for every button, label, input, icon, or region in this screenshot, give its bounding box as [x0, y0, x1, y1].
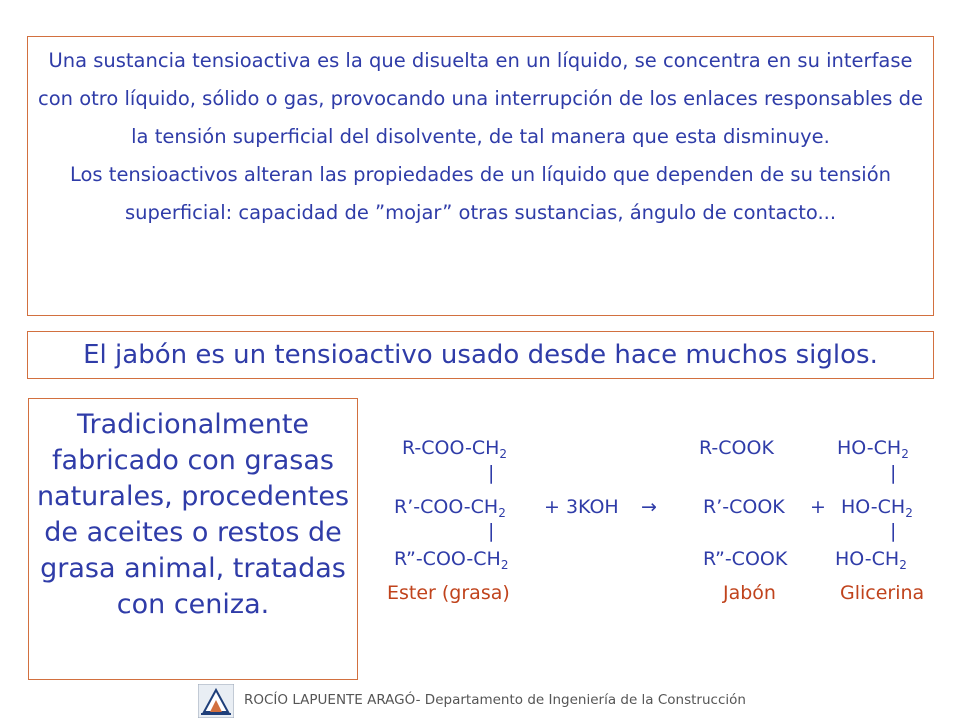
footer-credit: ROCÍO LAPUENTE ARAGÓ- Departamento de Ingeniería de la Construcción: [244, 692, 746, 708]
soap-line-2: R’-COOK: [703, 496, 785, 518]
university-logo-icon: [198, 684, 234, 718]
reagent-koh: + 3KOH: [544, 496, 619, 518]
definition-paragraph-1: Una sustancia tensioactiva es la que disuelta en un líquido, se concentra en su interfase con otro líquido, sólido o gas, provocando una interrupción de los enlaces responsables de la tensión superficial del disolvente, de tal manera que esta disminuye.: [37, 49, 923, 148]
ester-line-1: $R-COO-CH_2$: [402, 437, 508, 461]
definition-paragraph-2: Los tensioactivos alteran las propiedades de un líquido que dependen de su tensión superficial: capacidad de ”mojar” otras sustancias, ángulo de contacto...: [69, 163, 891, 224]
ester-line-2: $R’-COO-CH_2$: [394, 496, 506, 520]
footer: [198, 684, 798, 718]
glycerin-bond-1: |: [890, 462, 897, 484]
reaction-arrow-icon: →: [641, 496, 657, 518]
ester-line-3: $R”-COO-CH_2$: [394, 548, 509, 572]
soap-line-3: R”-COOK: [703, 548, 788, 570]
label-ester: Ester (grasa): [387, 582, 510, 604]
ester-bond-1: |: [488, 462, 495, 484]
glycerin-line-3: $HO-CH_2$: [835, 548, 907, 572]
ester-bond-2: |: [488, 520, 495, 542]
glycerin-bond-2: |: [890, 520, 897, 542]
definition-box: [27, 36, 934, 316]
label-glycerin: Glicerina: [840, 582, 925, 604]
plus-sign: +: [810, 496, 826, 518]
soap-statement: El jabón es un tensioactivo usado desde hace muchos siglos.: [83, 340, 878, 370]
soap-statement-box: [27, 331, 934, 379]
tradition-text: Tradicionalmente fabricado con grasas naturales, procedentes de aceites o restos de grasa animal, tratadas con ceniza.: [36, 409, 350, 620]
tradition-box: [28, 398, 358, 680]
label-soap: Jabón: [723, 582, 776, 604]
glycerin-line-2: $HO-CH_2$: [841, 496, 913, 520]
glycerin-line-1: $HO-CH_2$: [837, 437, 909, 461]
soap-line-1: R-COOK: [699, 437, 774, 459]
